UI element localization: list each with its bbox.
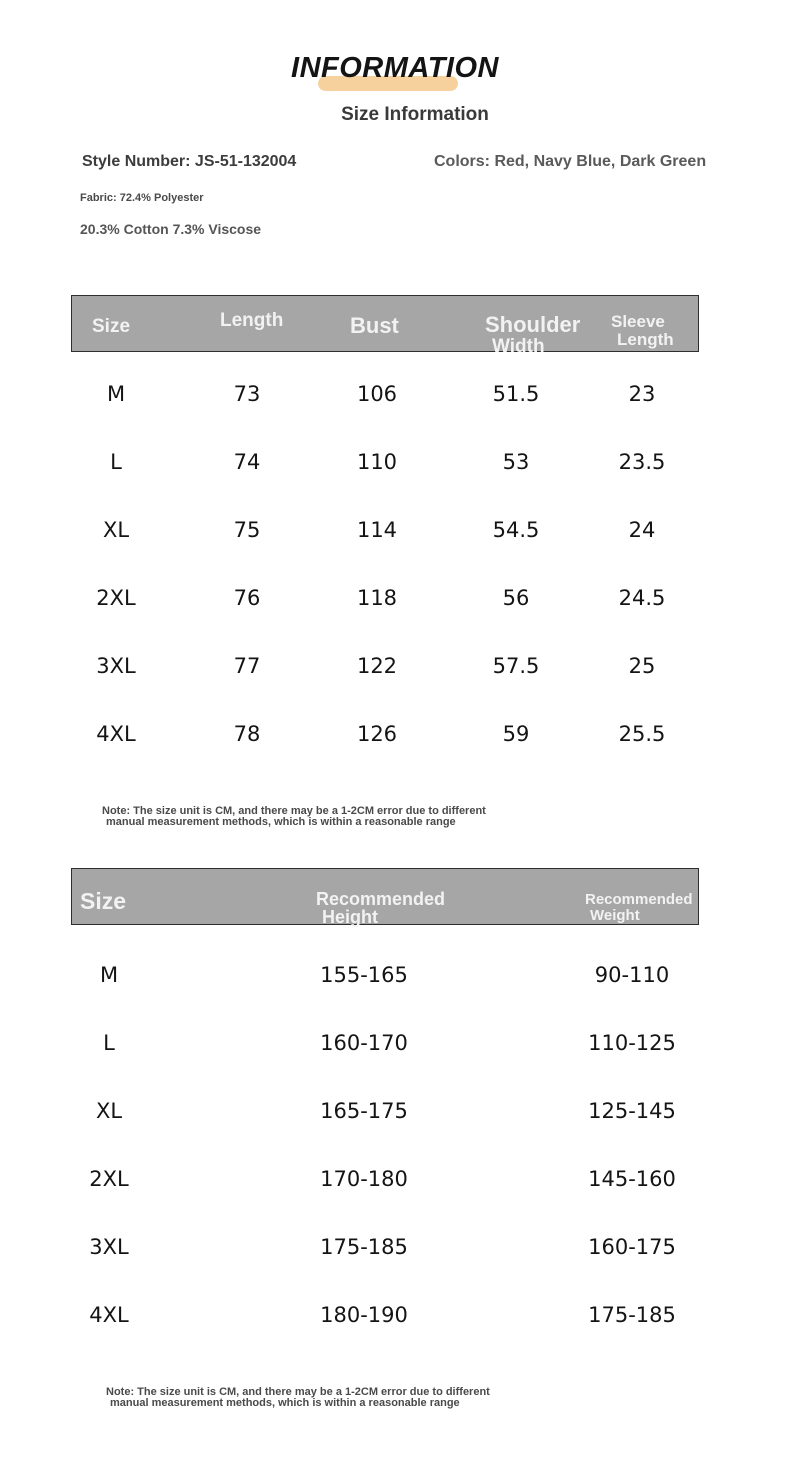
header-sleeve-length: Length bbox=[617, 330, 674, 349]
size-note-line-1: Note: The size unit is CM, and there may be a 1-2CM error due to different bbox=[102, 805, 486, 817]
cell-shoulder-width: 57.5 bbox=[492, 654, 540, 678]
cell-weight: 125-145 bbox=[588, 1099, 676, 1123]
cell-weight: 160-175 bbox=[588, 1235, 676, 1259]
header-sleeve: Sleeve bbox=[611, 312, 665, 331]
header-rec-height-2: Height bbox=[322, 907, 378, 927]
recommend-note-line-1: Note: The size unit is CM, and there may be a 1-2CM error due to different bbox=[106, 1386, 490, 1398]
cell-shoulder-width: 59 bbox=[502, 722, 530, 746]
cell-length: 76 bbox=[233, 586, 261, 610]
cell-length: 77 bbox=[233, 654, 261, 678]
header-rec-weight-2: Weight bbox=[590, 907, 640, 924]
header-rec-weight: Recommended bbox=[585, 891, 693, 908]
cell-shoulder-width: 51.5 bbox=[492, 382, 540, 406]
cell-shoulder-width: 56 bbox=[502, 586, 530, 610]
cell-sleeve-length: 24.5 bbox=[618, 586, 666, 610]
cell-height: 180-190 bbox=[320, 1303, 408, 1327]
colors-info: Colors: Red, Navy Blue, Dark Green bbox=[434, 153, 707, 170]
fabric-line-1: Fabric: 72.4% Polyester bbox=[80, 192, 204, 204]
style-number: Style Number: JS-51-132004 bbox=[82, 153, 297, 170]
cell-size: M bbox=[106, 382, 126, 406]
size-note-line-2: manual measurement methods, which is within a reasonable range bbox=[106, 816, 456, 828]
cell-size: 2XL bbox=[89, 1167, 129, 1191]
cell-size: M bbox=[99, 963, 119, 987]
cell-size: 4XL bbox=[96, 722, 136, 746]
cell-size: XL bbox=[95, 1099, 123, 1123]
cell-bust: 122 bbox=[356, 654, 398, 678]
header-rec-height: Recommended bbox=[316, 889, 446, 909]
header-shoulder-width: Width bbox=[492, 336, 545, 357]
cell-height: 165-175 bbox=[320, 1099, 408, 1123]
cell-bust: 114 bbox=[356, 518, 398, 542]
cell-height: 160-170 bbox=[320, 1031, 408, 1055]
cell-size: XL bbox=[102, 518, 130, 542]
cell-sleeve-length: 24 bbox=[628, 518, 656, 542]
cell-length: 74 bbox=[233, 450, 261, 474]
cell-size: 4XL bbox=[89, 1303, 129, 1327]
cell-size: L bbox=[103, 1031, 115, 1055]
cell-shoulder-width: 53 bbox=[502, 450, 530, 474]
recommend-table-header bbox=[71, 868, 699, 925]
title-block bbox=[0, 52, 790, 85]
header-length: Length bbox=[220, 310, 284, 331]
header-rec-size: Size bbox=[80, 888, 127, 914]
cell-length: 78 bbox=[233, 722, 261, 746]
header-shoulder: Shoulder bbox=[485, 312, 581, 337]
cell-weight: 145-160 bbox=[588, 1167, 676, 1191]
cell-bust: 110 bbox=[356, 450, 398, 474]
recommend-note-line-2: manual measurement methods, which is within a reasonable range bbox=[110, 1397, 460, 1409]
cell-height: 170-180 bbox=[320, 1167, 408, 1191]
cell-sleeve-length: 23 bbox=[628, 382, 656, 406]
cell-bust: 126 bbox=[356, 722, 398, 746]
cell-bust: 118 bbox=[356, 586, 398, 610]
cell-sleeve-length: 25 bbox=[628, 654, 656, 678]
cell-size: 3XL bbox=[89, 1235, 129, 1259]
page-subtitle: Size Information bbox=[341, 104, 489, 125]
cell-size: L bbox=[110, 450, 122, 474]
fabric-line-2: 20.3% Cotton 7.3% Viscose bbox=[80, 221, 262, 237]
cell-height: 175-185 bbox=[320, 1235, 408, 1259]
header-size: Size bbox=[92, 316, 131, 337]
cell-length: 75 bbox=[233, 518, 261, 542]
header-bust: Bust bbox=[350, 313, 399, 338]
cell-size: 2XL bbox=[96, 586, 136, 610]
cell-weight: 90-110 bbox=[594, 963, 670, 987]
cell-weight: 110-125 bbox=[588, 1031, 676, 1055]
cell-shoulder-width: 54.5 bbox=[492, 518, 540, 542]
cell-sleeve-length: 23.5 bbox=[618, 450, 666, 474]
cell-bust: 106 bbox=[356, 382, 398, 406]
cell-size: 3XL bbox=[96, 654, 136, 678]
cell-sleeve-length: 25.5 bbox=[618, 722, 666, 746]
size-table-header bbox=[71, 295, 699, 357]
cell-height: 155-165 bbox=[320, 963, 408, 987]
cell-length: 73 bbox=[233, 382, 261, 406]
cell-weight: 175-185 bbox=[588, 1303, 676, 1327]
page-title: INFORMATION bbox=[291, 52, 499, 84]
